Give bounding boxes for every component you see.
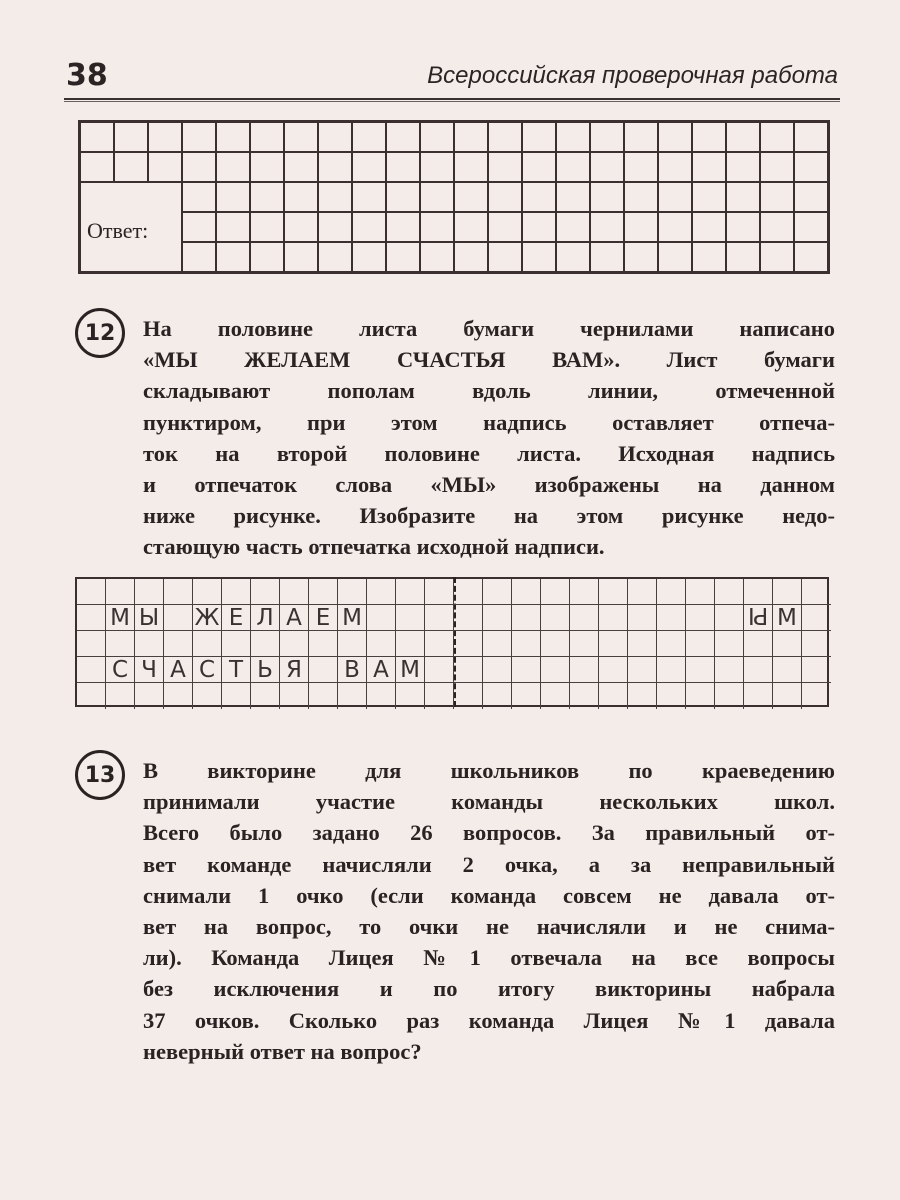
figure-cell[interactable]: [135, 683, 164, 709]
answer-cell[interactable]: [794, 182, 829, 212]
figure-letter: Ж: [194, 604, 220, 631]
running-title: Всероссийская проверочная работа: [427, 62, 838, 89]
answer-cell[interactable]: [454, 212, 488, 242]
figure-cell[interactable]: [396, 683, 425, 709]
figure-letter: М: [400, 656, 420, 683]
answer-cell[interactable]: [386, 242, 420, 273]
figure-cell[interactable]: [164, 631, 193, 657]
figure-cell[interactable]: [599, 657, 628, 683]
figure-letter: Е: [228, 604, 244, 631]
figure-cell[interactable]: [338, 683, 367, 709]
figure-cell[interactable]: [77, 657, 106, 683]
answer-cell[interactable]: [454, 182, 488, 212]
figure-letter: Я: [286, 656, 302, 683]
answer-cell[interactable]: [658, 182, 692, 212]
answer-cell[interactable]: [454, 152, 488, 182]
text-line: 37 очков. Сколько раз команда Лицея №1 давала: [143, 1007, 835, 1033]
figure-cell[interactable]: [454, 579, 483, 605]
text-line: ниже рисунке. Изобразите на этом рисунке недо-: [143, 503, 835, 529]
figure-cell[interactable]: [193, 657, 222, 683]
figure-cell[interactable]: [222, 683, 251, 709]
figure-cell[interactable]: [744, 683, 773, 709]
text-line: складывают пополам вдоль линии, отмеченной: [143, 378, 835, 404]
answer-cell[interactable]: [216, 122, 250, 153]
text-line: ток на второй половине листа. Исходная надпись: [143, 440, 835, 466]
answer-grid[interactable]: [78, 120, 830, 274]
figure-cell[interactable]: [773, 579, 802, 605]
answer-cell[interactable]: [352, 182, 386, 212]
figure-letter: М: [110, 604, 130, 631]
figure-cell[interactable]: [77, 605, 106, 631]
figure-letter: Ь: [257, 656, 273, 683]
answer-label: Ответ:: [80, 182, 183, 273]
header-rule: [64, 98, 840, 102]
answer-cell[interactable]: [420, 242, 454, 273]
answer-cell[interactable]: [488, 212, 522, 242]
figure-cell[interactable]: [802, 657, 831, 683]
answer-cell[interactable]: [284, 182, 318, 212]
text-line: На половине листа бумаги чернилами написано: [143, 316, 835, 341]
answer-cell[interactable]: [794, 212, 829, 242]
answer-cell[interactable]: [692, 242, 726, 273]
answer-cell[interactable]: [216, 212, 250, 242]
figure-cell[interactable]: [512, 605, 541, 631]
figure-letter: С: [111, 656, 129, 683]
answer-cell[interactable]: [692, 152, 726, 182]
figure-letter: Ы: [138, 604, 160, 631]
figure-cell[interactable]: [802, 605, 831, 631]
figure-cell[interactable]: [570, 579, 599, 605]
answer-cell[interactable]: [590, 122, 624, 153]
answer-cell[interactable]: [624, 212, 658, 242]
figure-cell[interactable]: [367, 631, 396, 657]
figure-cell[interactable]: [338, 579, 367, 605]
figure-cell[interactable]: [222, 631, 251, 657]
answer-cell[interactable]: [760, 122, 794, 153]
figure-cell[interactable]: [280, 657, 309, 683]
figure-cell[interactable]: [135, 605, 164, 631]
answer-cell[interactable]: [522, 182, 556, 212]
answer-cell[interactable]: [318, 212, 352, 242]
answer-cell[interactable]: [284, 242, 318, 273]
text-line: Всего было задано 26 вопросов. За правильный от-: [143, 820, 835, 846]
text-line: и отпечаток слова «МЫ» изображены на данном: [143, 472, 835, 498]
answer-cell[interactable]: [692, 212, 726, 242]
answer-cell[interactable]: [182, 242, 216, 273]
figure-cell[interactable]: [280, 579, 309, 605]
figure-cell[interactable]: [541, 579, 570, 605]
answer-cell[interactable]: [726, 182, 760, 212]
answer-cell[interactable]: [148, 122, 182, 153]
figure-cell[interactable]: [570, 605, 599, 631]
answer-cell[interactable]: [318, 182, 352, 212]
figure-cell[interactable]: [512, 657, 541, 683]
figure-cell[interactable]: [309, 683, 338, 709]
answer-cell[interactable]: [556, 122, 590, 153]
answer-cell[interactable]: [182, 182, 216, 212]
figure-cell[interactable]: [483, 631, 512, 657]
answer-cell[interactable]: [182, 212, 216, 242]
figure-cell[interactable]: [454, 657, 483, 683]
answer-cell[interactable]: [318, 242, 352, 273]
figure-cell[interactable]: [454, 683, 483, 709]
figure-cell[interactable]: [309, 605, 338, 631]
figure-cell[interactable]: [309, 657, 338, 683]
answer-cell[interactable]: [522, 152, 556, 182]
figure-cell[interactable]: [541, 657, 570, 683]
answer-cell[interactable]: [488, 122, 522, 153]
figure-letter: М: [777, 604, 797, 631]
figure-cell[interactable]: [686, 579, 715, 605]
figure-cell[interactable]: [280, 605, 309, 631]
figure-cell[interactable]: [744, 605, 773, 631]
figure-cell[interactable]: [280, 683, 309, 709]
figure-cell[interactable]: [773, 683, 802, 709]
figure-cell[interactable]: [657, 579, 686, 605]
figure-cell[interactable]: [106, 579, 135, 605]
answer-cell[interactable]: [760, 182, 794, 212]
figure-cell[interactable]: [309, 631, 338, 657]
task-13-text: [143, 755, 835, 1067]
text-line: вет команде начисляли 2 очка, а за неправильный: [143, 851, 835, 877]
figure-cell[interactable]: [222, 657, 251, 683]
figure-cell[interactable]: [715, 683, 744, 709]
figure-cell[interactable]: [251, 683, 280, 709]
figure-cell[interactable]: [541, 631, 570, 657]
text-line: принимали участие команды нескольких школ.: [143, 789, 835, 815]
answer-cell[interactable]: [420, 152, 454, 182]
figure-cell[interactable]: [773, 631, 802, 657]
answer-cell[interactable]: [522, 242, 556, 273]
figure-cell[interactable]: [396, 631, 425, 657]
figure-cell[interactable]: [686, 631, 715, 657]
text-line: «МЫ ЖЕЛАЕМ СЧАСТЬЯ ВАМ». Лист бумаги: [143, 347, 835, 373]
answer-cell[interactable]: [80, 122, 115, 153]
figure-cell[interactable]: [425, 657, 454, 683]
figure-cell[interactable]: [222, 579, 251, 605]
figure-cell[interactable]: [396, 605, 425, 631]
figure-cell[interactable]: [222, 605, 251, 631]
figure-letter: Ч: [141, 656, 157, 683]
figure-cell[interactable]: [251, 605, 280, 631]
answer-cell[interactable]: [590, 182, 624, 212]
figure-cell[interactable]: [570, 683, 599, 709]
figure-cell[interactable]: [367, 683, 396, 709]
figure-cell[interactable]: [715, 605, 744, 631]
answer-cell[interactable]: [80, 152, 115, 182]
answer-cell[interactable]: [386, 212, 420, 242]
figure-cell[interactable]: [396, 579, 425, 605]
answer-cell[interactable]: [284, 212, 318, 242]
figure-cell[interactable]: [135, 657, 164, 683]
answer-cell[interactable]: [250, 122, 284, 153]
figure-letter: А: [170, 656, 186, 683]
answer-cell[interactable]: [488, 152, 522, 182]
figure-letter: В: [344, 656, 360, 683]
figure-cell[interactable]: [193, 605, 222, 631]
figure-cell[interactable]: [396, 657, 425, 683]
figure-cell[interactable]: [628, 579, 657, 605]
figure-cell[interactable]: [106, 683, 135, 709]
figure-cell[interactable]: [135, 631, 164, 657]
answer-cell[interactable]: [352, 212, 386, 242]
answer-cell[interactable]: [624, 182, 658, 212]
answer-cell[interactable]: [726, 152, 760, 182]
answer-cell[interactable]: [556, 212, 590, 242]
text-line: снимали 1 очко (если команда совсем не давала от-: [143, 882, 835, 908]
answer-cell[interactable]: [624, 242, 658, 273]
figure-cell[interactable]: [77, 631, 106, 657]
figure-cell[interactable]: [193, 631, 222, 657]
answer-cell[interactable]: [556, 242, 590, 273]
answer-cell[interactable]: [624, 122, 658, 153]
figure-cell[interactable]: [135, 579, 164, 605]
figure-cell[interactable]: [425, 579, 454, 605]
figure-cell[interactable]: [106, 657, 135, 683]
answer-cell[interactable]: [284, 122, 318, 153]
figure-letter: Ы: [747, 604, 769, 631]
figure-cell[interactable]: [802, 631, 831, 657]
figure-cell[interactable]: [512, 579, 541, 605]
answer-cell[interactable]: [794, 152, 829, 182]
figure-cell[interactable]: [512, 683, 541, 709]
answer-cell[interactable]: [386, 182, 420, 212]
figure-cell[interactable]: [280, 631, 309, 657]
figure-cell[interactable]: [628, 683, 657, 709]
answer-cell[interactable]: [216, 152, 250, 182]
figure-cell[interactable]: [628, 605, 657, 631]
figure-cell[interactable]: [686, 605, 715, 631]
figure-letter: Е: [315, 604, 331, 631]
figure-letter: А: [286, 604, 302, 631]
answer-cell[interactable]: [590, 212, 624, 242]
figure-cell[interactable]: [599, 631, 628, 657]
task-number-label: 13: [84, 762, 116, 788]
figure-cell[interactable]: [338, 605, 367, 631]
figure-letter: А: [373, 656, 389, 683]
figure-cell[interactable]: [483, 605, 512, 631]
figure-cell[interactable]: [483, 579, 512, 605]
answer-cell[interactable]: [454, 242, 488, 273]
answer-cell[interactable]: [760, 152, 794, 182]
figure-cell[interactable]: [193, 683, 222, 709]
answer-cell[interactable]: [216, 242, 250, 273]
figure-cell[interactable]: [483, 657, 512, 683]
answer-cell[interactable]: [420, 122, 454, 153]
figure-cell[interactable]: [164, 605, 193, 631]
figure-cell[interactable]: [367, 605, 396, 631]
task-number-label: 12: [84, 320, 116, 346]
figure-cell[interactable]: [425, 631, 454, 657]
figure-cell[interactable]: [802, 683, 831, 709]
figure-cell[interactable]: [628, 657, 657, 683]
answer-cell[interactable]: [556, 182, 590, 212]
answer-cell[interactable]: [182, 152, 216, 182]
answer-cell[interactable]: [590, 242, 624, 273]
figure-cell[interactable]: [657, 605, 686, 631]
answer-cell[interactable]: [318, 122, 352, 153]
task-number-13: [75, 750, 125, 800]
figure-cell[interactable]: [367, 579, 396, 605]
figure-cell[interactable]: [164, 579, 193, 605]
text-line: без исключения и по итогу викторины набрала: [143, 976, 835, 1002]
answer-cell[interactable]: [284, 152, 318, 182]
figure-cell[interactable]: [77, 683, 106, 709]
task-12-text: [143, 313, 835, 563]
figure-cell[interactable]: [251, 631, 280, 657]
figure-letter: Л: [256, 604, 274, 631]
answer-cell[interactable]: [352, 152, 386, 182]
answer-cell[interactable]: [386, 122, 420, 153]
answer-cell[interactable]: [114, 122, 148, 153]
answer-cell[interactable]: [726, 212, 760, 242]
figure-cell[interactable]: [251, 657, 280, 683]
text-line: ли). Команда Лицея №1 отвечала на все вопросы: [143, 945, 835, 971]
figure-cell[interactable]: [425, 605, 454, 631]
figure-cell[interactable]: [541, 683, 570, 709]
figure-letter: М: [342, 604, 362, 631]
text-line: В викторине для школьников по краеведению: [143, 758, 835, 783]
answer-cell[interactable]: [726, 242, 760, 273]
answer-cell[interactable]: [250, 182, 284, 212]
figure-cell[interactable]: [744, 579, 773, 605]
figure-cell[interactable]: [657, 683, 686, 709]
answer-cell[interactable]: [658, 212, 692, 242]
figure-cell[interactable]: [657, 631, 686, 657]
text-line: стающую часть отпечатка исходной надписи.: [143, 534, 605, 560]
answer-cell[interactable]: [352, 242, 386, 273]
answer-cell[interactable]: [692, 122, 726, 153]
answer-cell[interactable]: [386, 152, 420, 182]
figure-cell[interactable]: [773, 605, 802, 631]
figure-cell[interactable]: [483, 683, 512, 709]
answer-cell[interactable]: [114, 152, 148, 182]
figure-cell[interactable]: [309, 579, 338, 605]
figure-cell[interactable]: [338, 657, 367, 683]
figure-cell[interactable]: [541, 605, 570, 631]
figure-letter: С: [198, 656, 216, 683]
answer-cell[interactable]: [488, 242, 522, 273]
figure-cell[interactable]: [802, 579, 831, 605]
figure-cell[interactable]: [512, 631, 541, 657]
figure-cell[interactable]: [686, 683, 715, 709]
fold-figure-grid[interactable]: [75, 577, 829, 707]
answer-cell[interactable]: [352, 122, 386, 153]
figure-cell[interactable]: [164, 657, 193, 683]
answer-cell[interactable]: [760, 212, 794, 242]
figure-cell[interactable]: [367, 657, 396, 683]
answer-cell[interactable]: [454, 122, 488, 153]
answer-cell[interactable]: [318, 152, 352, 182]
answer-cell[interactable]: [658, 152, 692, 182]
figure-cell[interactable]: [454, 631, 483, 657]
page-number: 38: [66, 58, 108, 93]
figure-cell[interactable]: [599, 683, 628, 709]
text-line: неверный ответ на вопрос?: [143, 1038, 422, 1064]
answer-cell[interactable]: [488, 182, 522, 212]
answer-cell[interactable]: [556, 152, 590, 182]
figure-cell[interactable]: [628, 631, 657, 657]
answer-cell[interactable]: [250, 152, 284, 182]
answer-cell[interactable]: [250, 212, 284, 242]
answer-cell[interactable]: [590, 152, 624, 182]
figure-cell[interactable]: [106, 631, 135, 657]
answer-cell[interactable]: [522, 212, 556, 242]
answer-cell[interactable]: [658, 122, 692, 153]
answer-cell[interactable]: [726, 122, 760, 153]
figure-cell[interactable]: [715, 631, 744, 657]
answer-cell[interactable]: [182, 122, 216, 153]
answer-cell[interactable]: [624, 152, 658, 182]
answer-cell[interactable]: [148, 152, 182, 182]
text-line: вет на вопрос, то очки не начисляли и не снима-: [143, 914, 835, 940]
answer-cell[interactable]: [692, 182, 726, 212]
figure-cell[interactable]: [744, 657, 773, 683]
text-line: пунктиром, при этом надпись оставляет отпеча-: [143, 409, 835, 435]
figure-cell[interactable]: [77, 579, 106, 605]
figure-cell[interactable]: [425, 683, 454, 709]
answer-cell[interactable]: [794, 122, 829, 153]
figure-cell[interactable]: [773, 657, 802, 683]
figure-cell[interactable]: [657, 657, 686, 683]
figure-cell[interactable]: [570, 631, 599, 657]
figure-cell[interactable]: [744, 631, 773, 657]
answer-cell[interactable]: [216, 182, 250, 212]
figure-cell[interactable]: [715, 657, 744, 683]
figure-cell[interactable]: [570, 657, 599, 683]
answer-cell[interactable]: [760, 242, 794, 273]
task-number-12: [75, 308, 125, 358]
answer-cell[interactable]: [794, 242, 829, 273]
answer-cell[interactable]: [420, 182, 454, 212]
figure-cell[interactable]: [193, 579, 222, 605]
figure-letter: Т: [228, 656, 244, 683]
figure-cell[interactable]: [715, 579, 744, 605]
answer-cell[interactable]: [420, 212, 454, 242]
figure-cell[interactable]: [686, 657, 715, 683]
figure-cell[interactable]: [251, 579, 280, 605]
figure-cell[interactable]: [338, 631, 367, 657]
answer-cell[interactable]: [250, 242, 284, 273]
figure-cell[interactable]: [599, 579, 628, 605]
figure-cell[interactable]: [599, 605, 628, 631]
figure-cell[interactable]: [164, 683, 193, 709]
figure-cell[interactable]: [454, 605, 483, 631]
figure-cell[interactable]: [106, 605, 135, 631]
answer-cell[interactable]: [658, 242, 692, 273]
answer-cell[interactable]: [522, 122, 556, 153]
